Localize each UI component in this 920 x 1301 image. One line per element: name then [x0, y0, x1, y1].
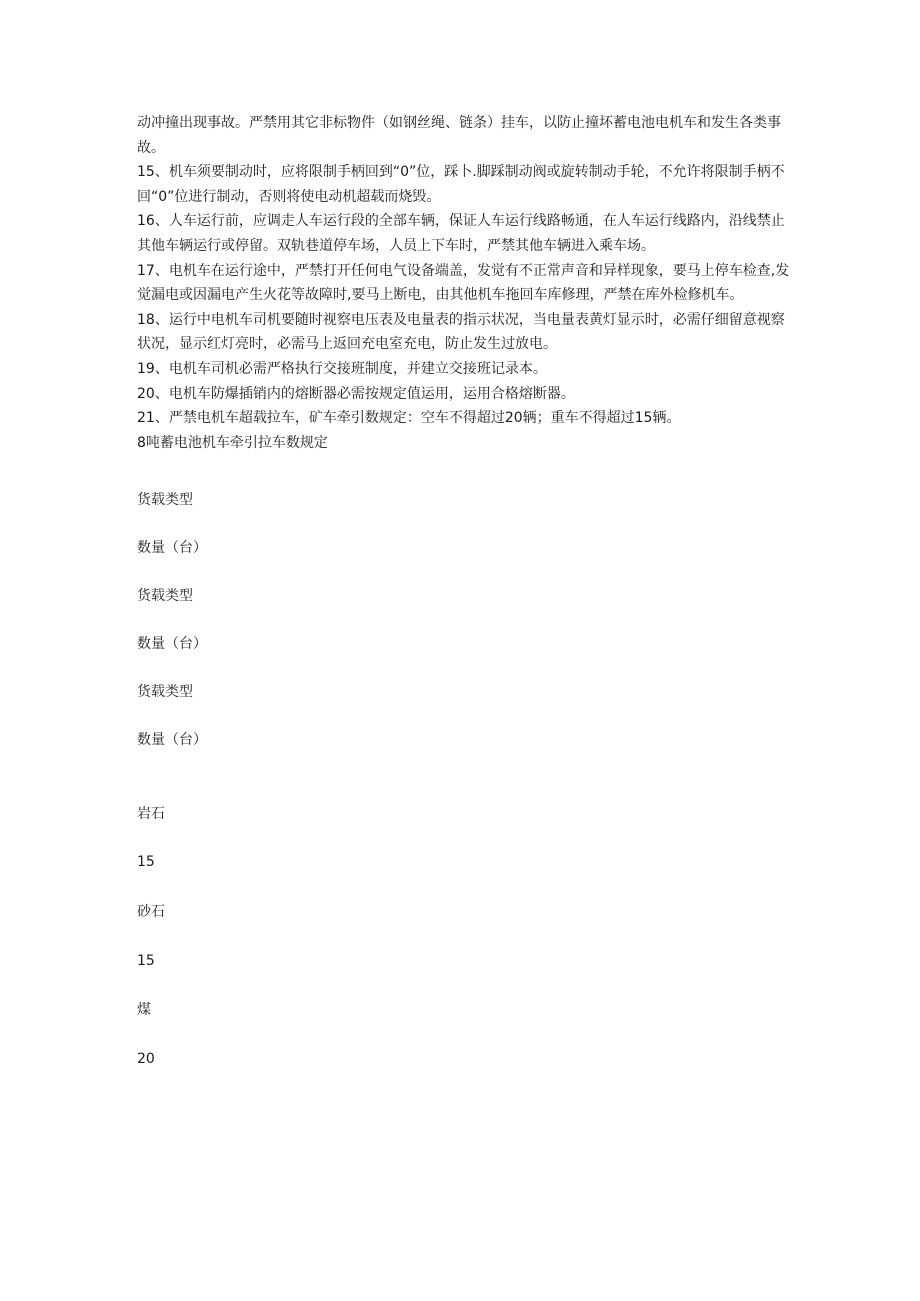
table-value-cell: 15	[137, 854, 155, 870]
table-header-cell: 数量（台）	[137, 732, 207, 748]
paragraph-continuation: 动冲撞出现事故。严禁用其它非标物件（如钢丝绳、链条）挂车，以防止撞坏蓄电池电机车和发生各类事故。	[137, 115, 781, 156]
paragraph-item-21: 21、严禁电机车超载拉车，矿车牵引数规定：空车不得超过20辆；重车不得超过15辆。	[137, 410, 681, 427]
table-header-cell: 货载类型	[137, 588, 193, 604]
table-value-cell: 15	[137, 953, 155, 969]
paragraph-item-15: 15、机车须要制动时，应将限制手柄回到“0”位，踩卜.脚踩制动阀或旋转制动手轮，不允许将限制手柄不回“0”位进行制动，否则将使电动机超载而烧毁。	[137, 164, 785, 205]
paragraph-item-18: 18、运行中电机车司机要随时视察电压表及电量表的指示状况，当电量表黄灯显示时，必需仔细留意视察状况，显示红灯亮时，必需马上返回充电室充电，防止发生过放电。	[137, 311, 785, 353]
paragraph-item-16: 16、人车运行前，应调走人车运行段的全部车辆，保证人车运行线路畅通，在人车运行线路内，沿线禁止其他车辆运行或停留。双轨巷道停车场，人员上下车时，严禁其他车辆进入乘车场。	[137, 213, 785, 254]
paragraph-item-17: 17、电机车在运行途中，严禁打开任何电气设备端盖，发觉有不正常声音和异样现象，要马上停车检查,发觉漏电或因漏电产生火花等故障时,要马上断电，由其他机车拖回车库修理，严禁在库外检修机车。	[137, 262, 790, 304]
table-value-cell: 岩石	[137, 806, 165, 822]
table-value-cell: 20	[137, 1051, 155, 1067]
paragraph-item-19: 19、电机车司机必需严格执行交接班制度，并建立交接班记录本。	[137, 360, 547, 377]
table-header-cell: 数量（台）	[137, 636, 207, 652]
paragraph-item-20: 20、电机车防爆插销内的熔断器必需按规定值运用，运用合格熔断器。	[137, 385, 575, 402]
table-value-cell: 砂石	[137, 904, 165, 920]
table-header-cell: 货载类型	[137, 492, 193, 508]
document-body	[137, 111, 797, 455]
table-header-cell: 货载类型	[137, 684, 193, 700]
table-header-cell: 数量（台）	[137, 540, 207, 556]
table-title: 8吨蓄电池机车牵引拉车数规定	[137, 434, 328, 451]
table-value-cell: 煤	[137, 1002, 151, 1018]
